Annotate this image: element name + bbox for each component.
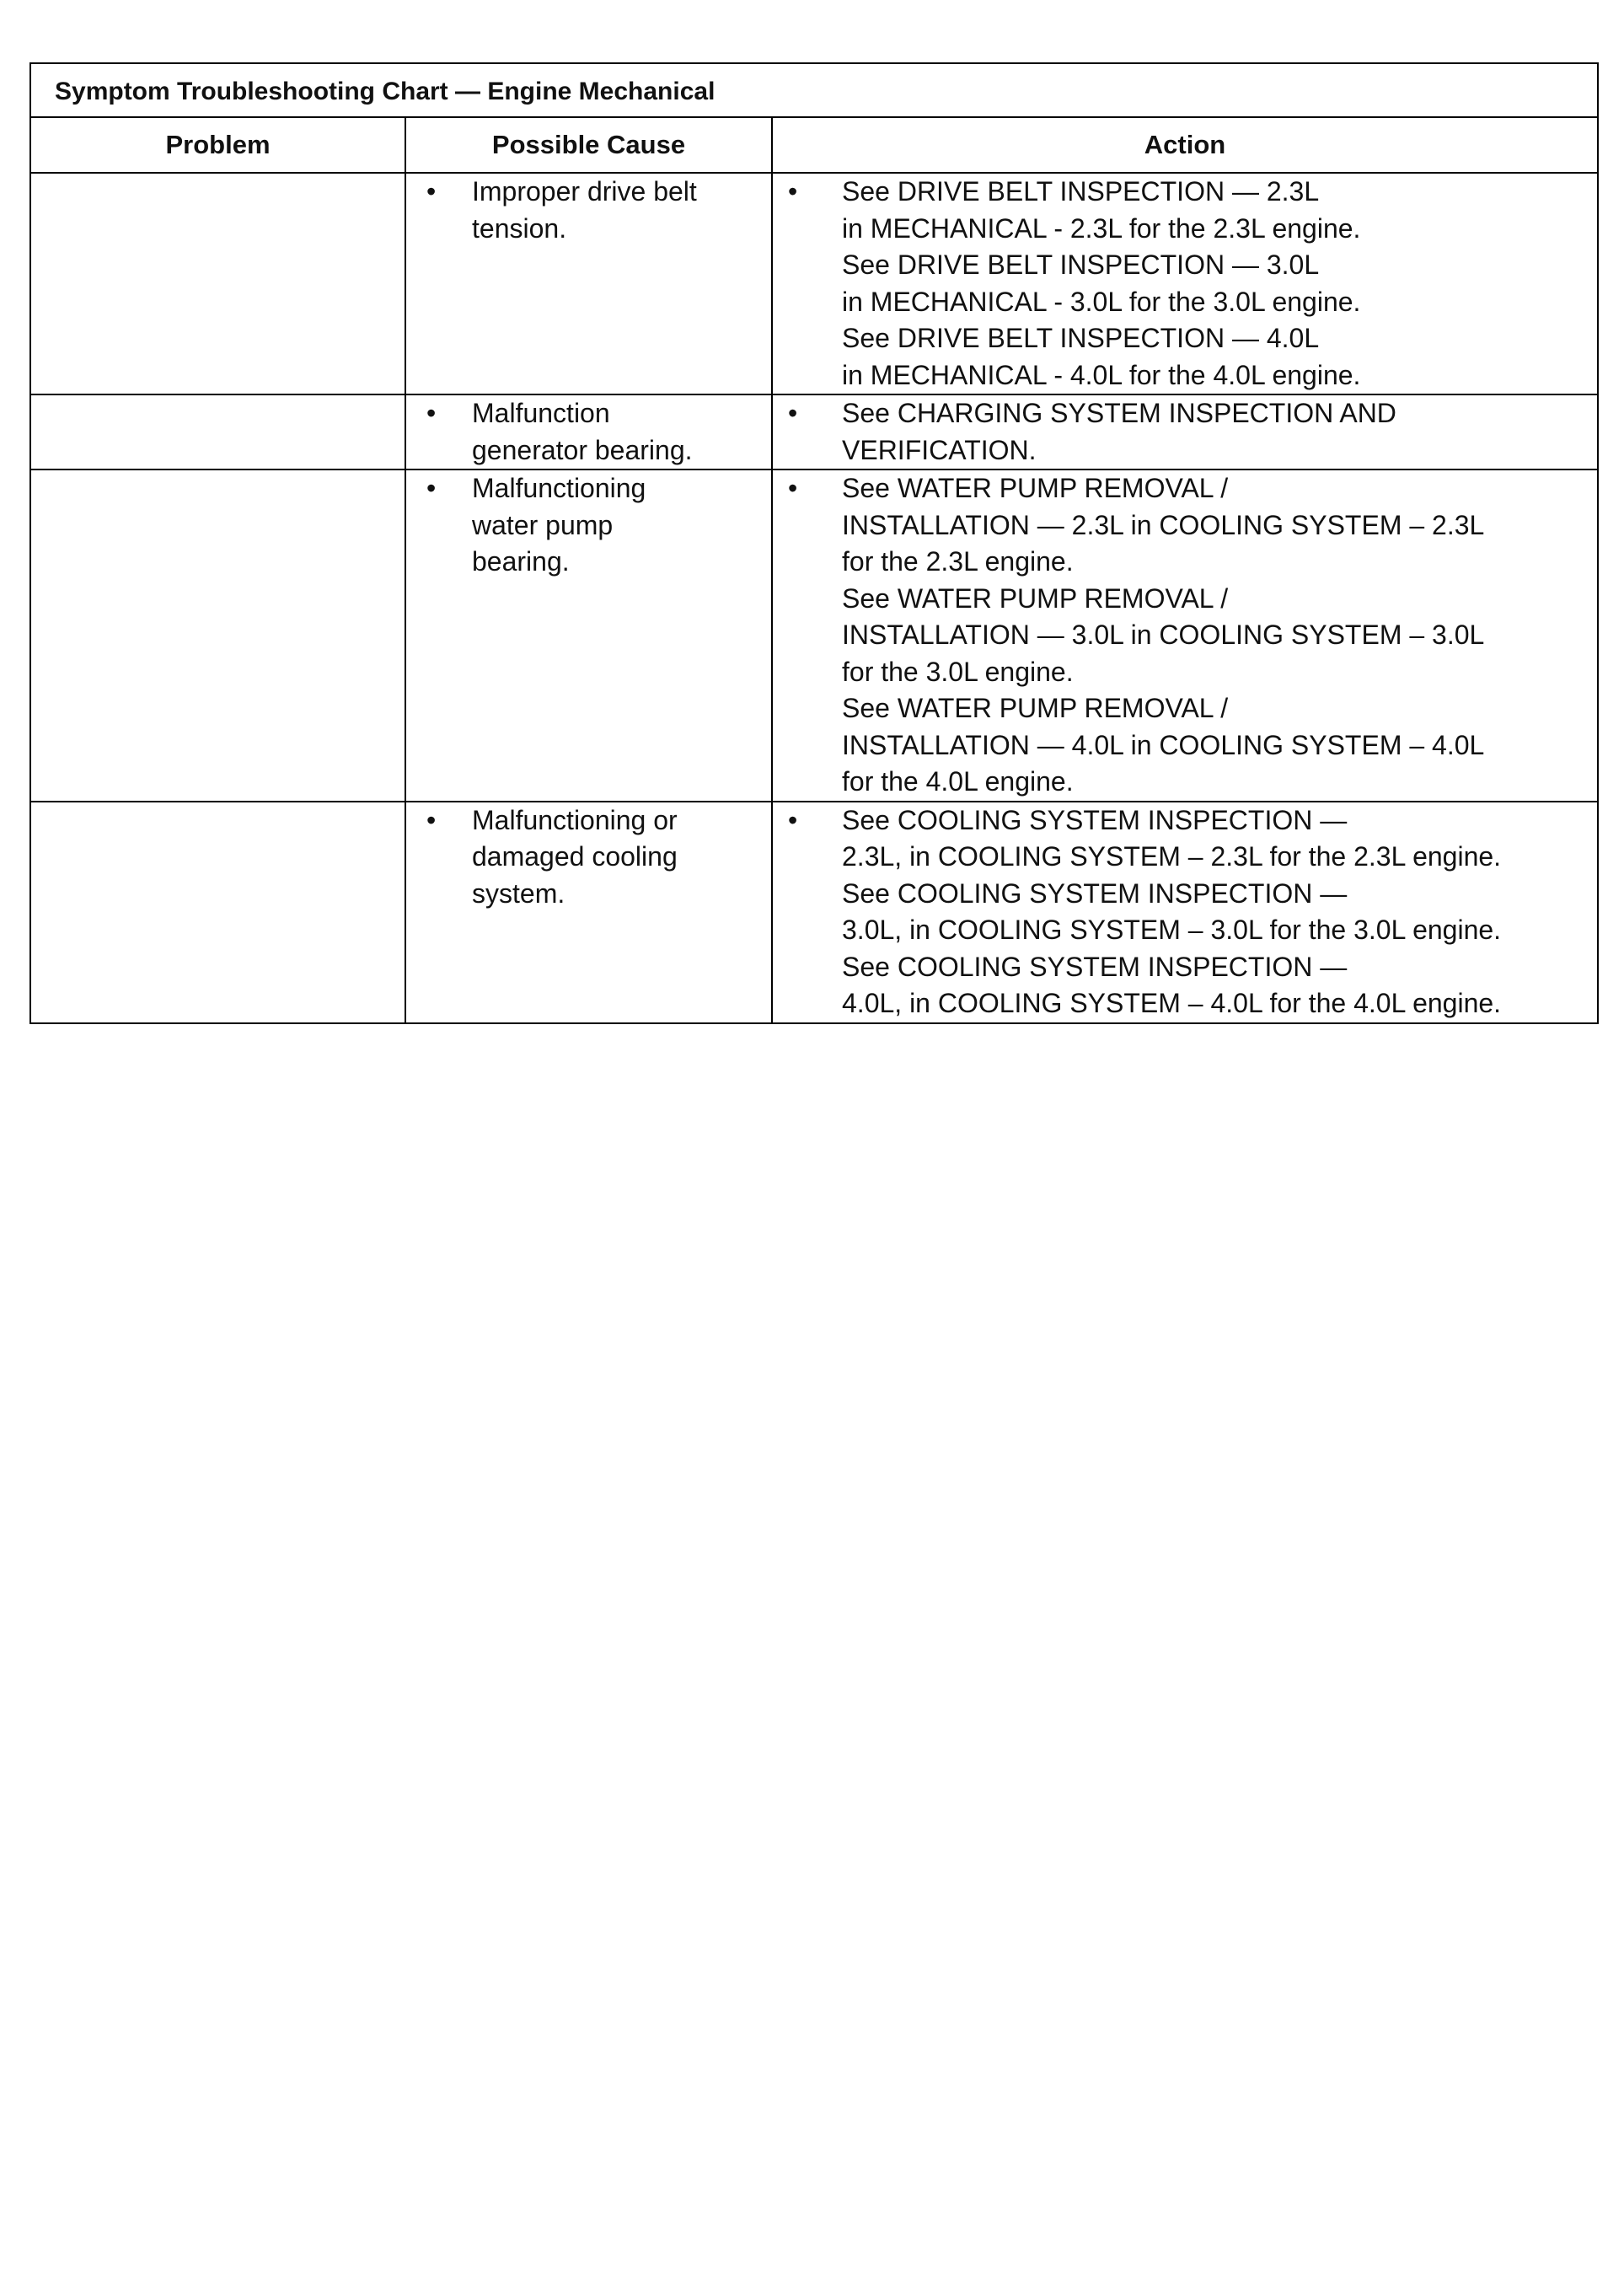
action-line: See CHARGING SYSTEM INSPECTION AND [842,398,1396,428]
action-line: INSTALLATION — 4.0L in COOLING SYSTEM – 4.0L [842,729,1485,760]
cause-line: tension. [472,212,567,244]
bullet: • [426,176,437,207]
cause-cell [405,394,772,469]
table-row [30,394,1598,469]
action-line: VERIFICATION. [842,434,1037,465]
action-line: 3.0L, in COOLING SYSTEM – 3.0L for the 3.0L engine. [842,915,1502,945]
cause-cell [405,802,772,1023]
action-line: 4.0L, in COOLING SYSTEM – 4.0L for the 4.0L engine. [842,988,1502,1018]
action-line: for the 3.0L engine. [842,656,1074,687]
header-problem: Problem [30,117,405,173]
bullet: • [788,176,798,207]
cause-line: bearing. [472,546,570,577]
bullet: • [788,473,798,503]
problem-cell [30,394,405,469]
cause-line: Malfunctioning or [472,804,678,835]
action-line: in MECHANICAL - 2.3L for the 2.3L engine. [842,212,1361,244]
problem-cell [30,802,405,1023]
bullet: • [788,804,798,835]
bullet: • [788,398,798,428]
action-line: See WATER PUMP REMOVAL / [842,473,1229,503]
action-line: See DRIVE BELT INSPECTION — 4.0L [842,323,1320,353]
cause-line: Improper drive belt [472,176,697,207]
action-line: See WATER PUMP REMOVAL / [842,693,1229,723]
table-row [30,173,1598,394]
action-line: in MECHANICAL - 3.0L for the 3.0L engine. [842,286,1361,317]
action-cell [772,802,1598,1023]
cause-line: Malfunction [472,398,610,428]
action-line: See COOLING SYSTEM INSPECTION — [842,877,1348,909]
action-line: See WATER PUMP REMOVAL / [842,582,1229,614]
action-line: for the 2.3L engine. [842,546,1074,577]
bullet: • [426,398,437,428]
action-line: 2.3L, in COOLING SYSTEM – 2.3L for the 2.3L engine. [842,841,1502,872]
problem-cell [30,469,405,802]
header-action: Action [772,117,1598,173]
action-line: INSTALLATION — 3.0L in COOLING SYSTEM – 3.0L [842,620,1485,650]
action-line: See DRIVE BELT INSPECTION — 3.0L [842,249,1320,280]
action-line: See DRIVE BELT INSPECTION — 2.3L [842,176,1320,207]
action-cell [772,173,1598,394]
header-row [30,117,1598,173]
action-line: in MECHANICAL - 4.0L for the 4.0L engine. [842,359,1361,390]
cause-line: Malfunctioning [472,473,646,503]
cause-cell [405,469,772,802]
cause-line: system. [472,877,565,909]
action-cell [772,469,1598,802]
cause-line: damaged cooling [472,841,678,872]
table-title: Symptom Troubleshooting Chart — Engine Mechanical [55,78,716,105]
problem-cell [30,173,405,394]
action-line: See COOLING SYSTEM INSPECTION — [842,951,1348,982]
action-cell [772,394,1598,469]
header-possible-cause: Possible Cause [405,117,772,173]
troubleshooting-table [29,62,1599,1024]
action-line: INSTALLATION — 2.3L in COOLING SYSTEM – 2.3L [842,509,1485,540]
cause-line: water pump [472,509,614,540]
table-row [30,802,1598,1023]
bullet: • [426,804,437,835]
cause-cell [405,173,772,394]
action-line: for the 4.0L engine. [842,766,1074,797]
cause-line: generator bearing. [472,434,693,465]
action-line: See COOLING SYSTEM INSPECTION — [842,804,1348,835]
bullet: • [426,473,437,503]
table-row [30,469,1598,802]
table-title-cell [30,63,1598,117]
